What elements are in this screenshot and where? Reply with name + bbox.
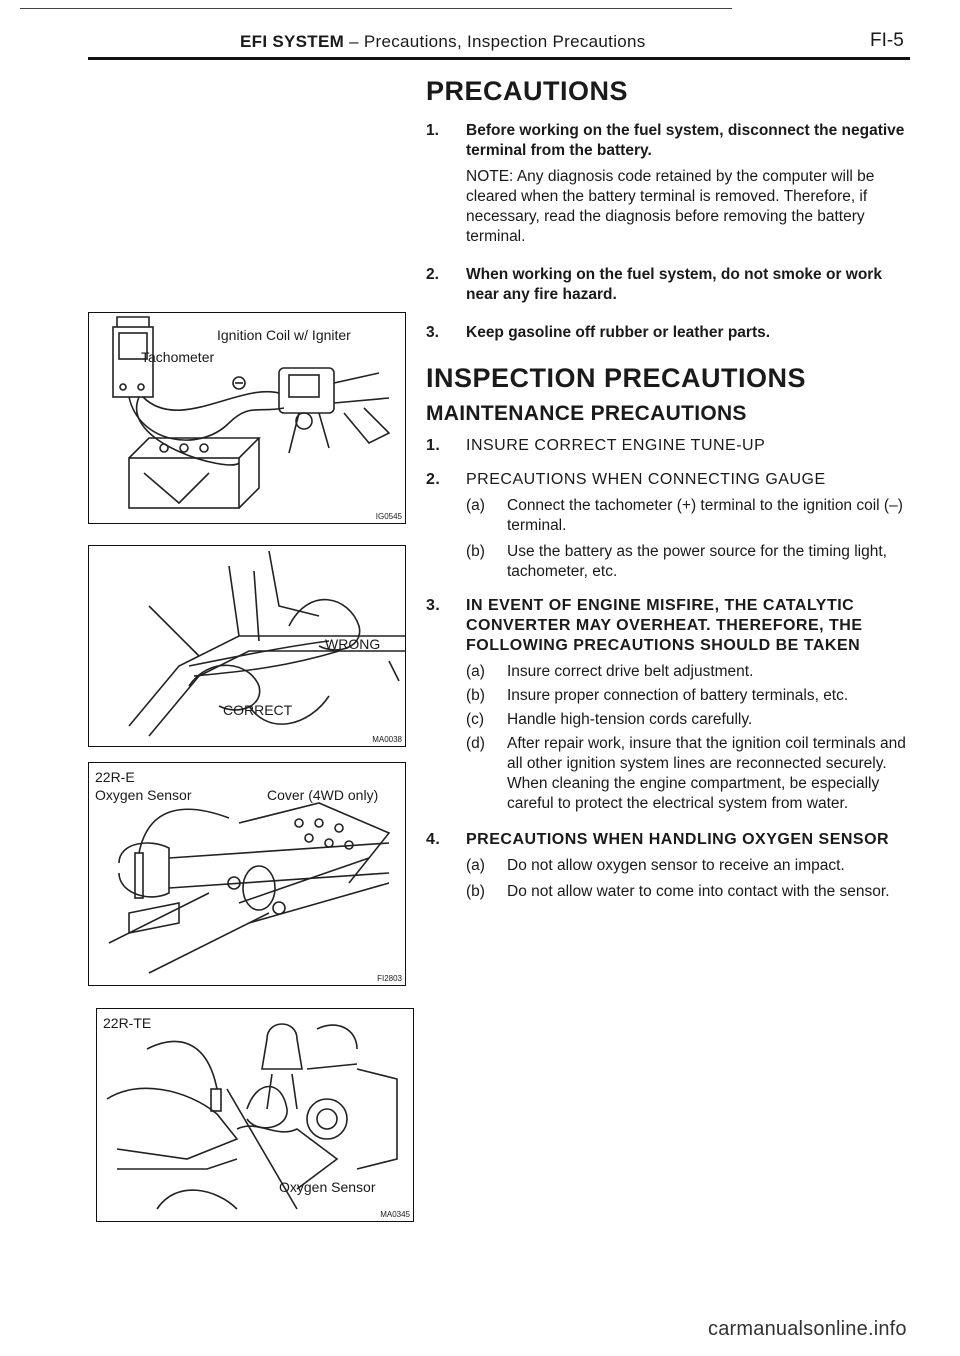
inspection-4b	[426, 882, 916, 902]
inspection-item-4	[426, 830, 916, 850]
label-oxygen-sensor: Oxygen Sensor	[95, 787, 192, 803]
inspection-2a	[426, 496, 916, 536]
inspection-3b	[426, 686, 916, 706]
sub-text: Handle high-tension cords carefully.	[507, 711, 753, 728]
figure-22r-te-oxygen-sensor	[96, 1008, 414, 1222]
tachometer-illustration	[89, 313, 405, 523]
item-number: 4.	[426, 831, 441, 848]
item-number: 1.	[426, 122, 439, 139]
inspection-3d	[426, 734, 916, 774]
item-text: When working on the fuel system, do not smoke or work near any fire hazard.	[466, 266, 882, 303]
item-text: PRECAUTIONS WHEN CONNECTING GAUGE	[466, 471, 826, 488]
sub-text: Insure proper connection of battery terminals, etc.	[507, 687, 849, 704]
maintenance-heading: MAINTENANCE PRECAUTIONS	[426, 402, 747, 425]
sub-text: After repair work, insure that the ignition coil terminals and all other ignition system lines are reconnected securely.	[507, 735, 906, 772]
item-number: 2.	[426, 266, 439, 283]
figure-code: MA0345	[380, 1210, 410, 1219]
inspection-heading: INSPECTION PRECAUTIONS	[426, 363, 807, 393]
sub-letter: (d)	[466, 735, 485, 752]
sub-letter: (b)	[466, 687, 485, 704]
inspection-item-3	[426, 596, 916, 656]
sub-text: Do not allow water to come into contact with the sensor.	[507, 883, 890, 900]
precaution-item-2	[426, 265, 916, 305]
sub-text: Do not allow oxygen sensor to receive an impact.	[507, 857, 845, 874]
label-oxygen-sensor: Oxygen Sensor	[279, 1179, 376, 1195]
item-text: Keep gasoline off rubber or leather parts.	[466, 324, 771, 341]
label-model-22r-e: 22R-E	[95, 769, 135, 785]
label-correct: CORRECT	[223, 702, 293, 718]
item-text: PRECAUTIONS WHEN HANDLING OXYGEN SENSOR	[466, 831, 890, 848]
item-number: 1.	[426, 437, 441, 454]
inspection-4a	[426, 856, 916, 876]
label-cover: Cover (4WD only)	[267, 787, 379, 803]
sub-letter: (c)	[466, 711, 485, 728]
item-text: Before working on the fuel system, disconnect the negative terminal from the battery.	[466, 122, 905, 159]
sub-letter: (b)	[466, 883, 485, 900]
item-text: INSURE CORRECT ENGINE TUNE-UP	[466, 437, 766, 454]
label-ignition-coil: Ignition Coil w/ Igniter	[217, 327, 351, 343]
label-model-22r-te: 22R-TE	[103, 1015, 152, 1031]
sub-letter: (a)	[466, 663, 485, 680]
precaution-item-3	[426, 323, 916, 343]
figure-code: IG0545	[375, 512, 402, 521]
sub-letter: (b)	[466, 543, 485, 560]
inspection-2b	[426, 542, 916, 582]
sub-text: Insure correct drive belt adjustment.	[507, 663, 754, 680]
site-watermark: carmanualsonline.info	[708, 1318, 907, 1340]
figure-22r-e-oxygen-sensor	[88, 762, 406, 986]
sub-text: Connect the tachometer (+) terminal to the ignition coil (–) terminal.	[507, 497, 903, 534]
sub-text: Use the battery as the power source for the timing light, tachometer, etc.	[507, 543, 887, 580]
page-number: FI-5	[870, 30, 904, 51]
text-column	[426, 70, 916, 902]
figure-code: MA0038	[372, 735, 402, 744]
page-header-title	[240, 32, 646, 52]
precaution-item-1	[426, 121, 916, 161]
precautions-heading: PRECAUTIONS	[426, 76, 629, 106]
sub-letter: (a)	[466, 857, 485, 874]
inspection-item-1	[426, 436, 916, 456]
item-number: 3.	[426, 324, 439, 341]
header-rule	[88, 57, 910, 60]
label-tachometer: Tachometer	[141, 349, 215, 365]
precaution-note: NOTE: Any diagnosis code retained by the computer will be cleared when the battery terminal is removed. Therefore, if necessary, read the diagnosis before removing the battery terminal.	[466, 168, 875, 245]
figure-code: FI2803	[377, 974, 402, 983]
inspection-3c	[426, 710, 916, 730]
label-wrong: WRONG	[325, 636, 381, 652]
header-section: EFI SYSTEM	[240, 32, 345, 51]
header-subtitle: – Precautions, Inspection Precautions	[344, 32, 646, 51]
sub-letter: (a)	[466, 497, 485, 514]
item-number: 2.	[426, 471, 441, 488]
item-text: IN EVENT OF ENGINE MISFIRE, THE CATALYTIC CONVERTER MAY OVERHEAT. THEREFORE, THE FOLLOWING PRECAUTIONS SHOULD BE TAKEN	[466, 597, 863, 654]
inspection-3-extra: When cleaning the engine compartment, be especially careful to protect the electrical system from water.	[507, 775, 880, 812]
inspection-item-2	[426, 470, 916, 490]
figure-cord-handling	[88, 545, 406, 747]
figure-tachometer-connection	[88, 312, 406, 524]
inspection-3a	[426, 662, 916, 682]
item-number: 3.	[426, 597, 441, 614]
header-top-rule	[20, 8, 732, 9]
